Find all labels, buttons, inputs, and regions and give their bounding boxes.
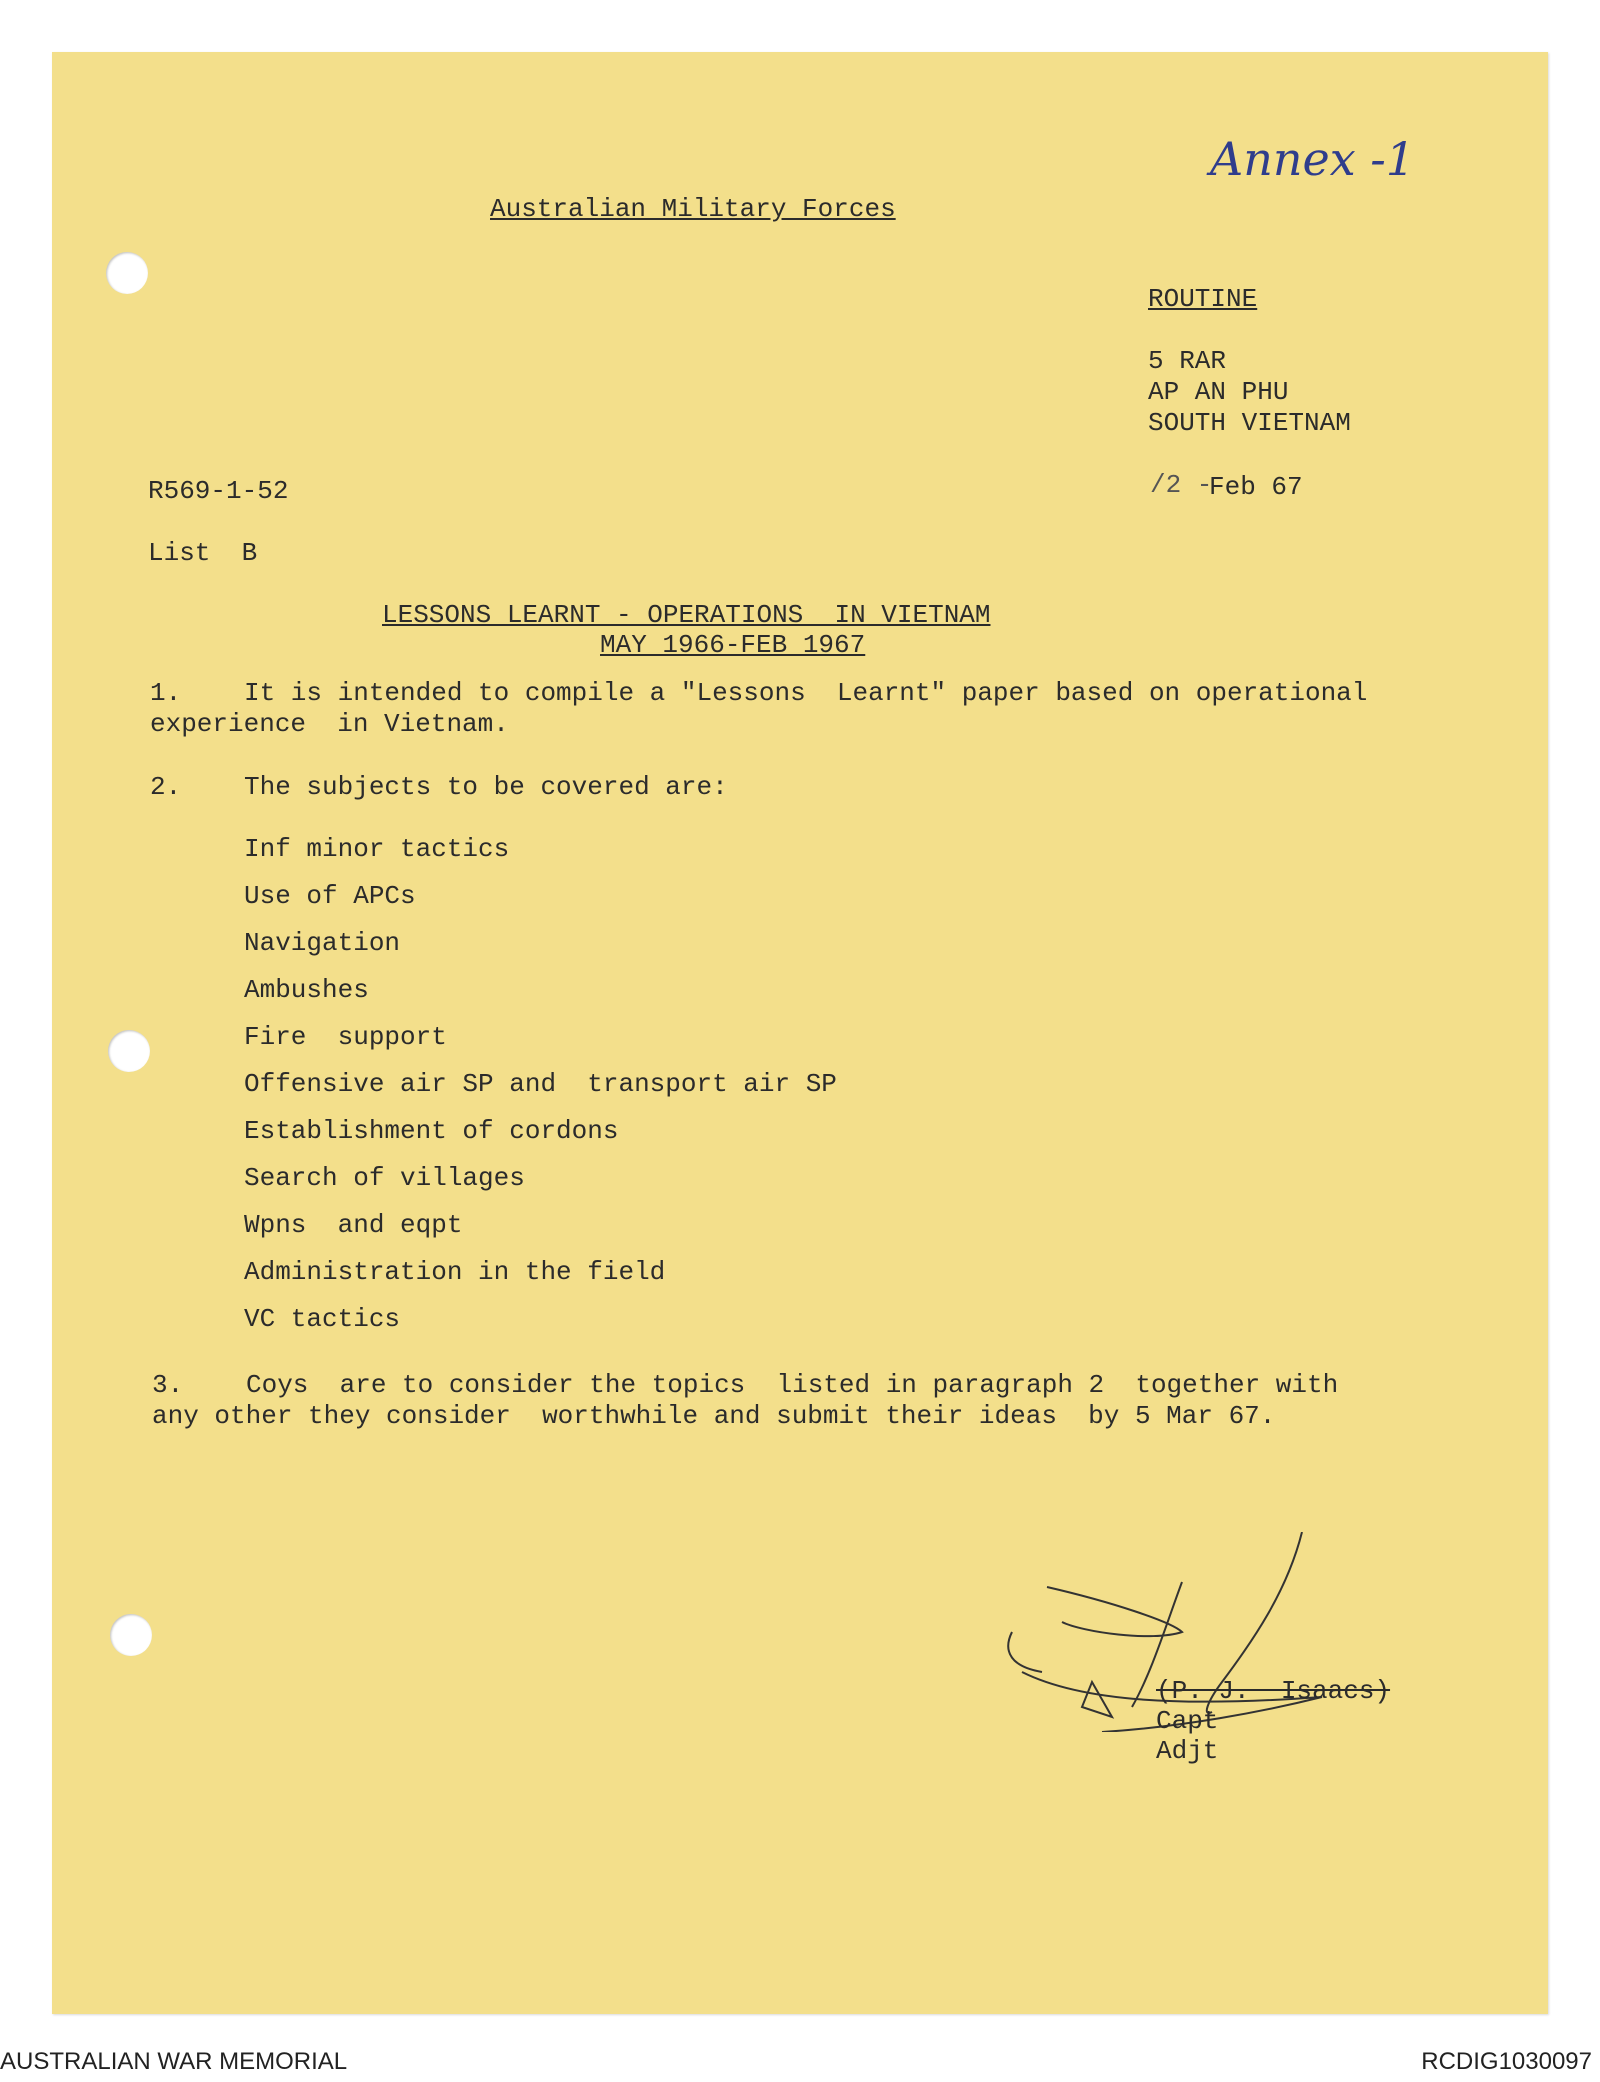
paragraph-number: 3. bbox=[152, 1370, 184, 1400]
footer-left: AUSTRALIAN WAR MEMORIAL bbox=[0, 2048, 348, 2075]
subject-item: Offensive air SP and transport air SP bbox=[244, 1069, 837, 1099]
paragraph-text: any other they consider worthwhile and submit their ideas by 5 Mar 67. bbox=[152, 1401, 1276, 1431]
subject-item: Fire support bbox=[244, 1022, 447, 1052]
paragraph-number: 2. bbox=[150, 772, 182, 802]
signatory-role: Adjt bbox=[1156, 1736, 1219, 1766]
signatory-rank: Capt bbox=[1156, 1706, 1219, 1736]
paragraph-number: 1. bbox=[150, 678, 182, 708]
subject-item: Use of APCs bbox=[244, 881, 416, 911]
subject-item: Inf minor tactics bbox=[244, 834, 510, 864]
punch-hole bbox=[110, 1614, 152, 1656]
document-header: Australian Military Forces bbox=[490, 194, 896, 224]
reference-number: R569-1-52 bbox=[148, 476, 289, 506]
paragraph-text: It is intended to compile a "Lessons Learnt" paper based on operational bbox=[244, 678, 1368, 708]
subject-item: Wpns and eqpt bbox=[244, 1210, 463, 1240]
punch-hole bbox=[106, 252, 148, 294]
document-title: LESSONS LEARNT - OPERATIONS IN VIETNAM bbox=[382, 600, 991, 630]
subject-item: Search of villages bbox=[244, 1163, 525, 1193]
footer-right: RCDIG1030097 bbox=[1421, 2048, 1592, 2075]
distribution-list: List B bbox=[148, 538, 258, 568]
subject-item: Navigation bbox=[244, 928, 401, 958]
unit-address-line: 5 RAR bbox=[1148, 346, 1227, 376]
punch-hole bbox=[108, 1030, 150, 1072]
paragraph-text: The subjects to be covered are: bbox=[244, 772, 728, 802]
document-title-dates: MAY 1966-FEB 1967 bbox=[600, 630, 866, 660]
signatory-name: (P. J. Isaacs) bbox=[1156, 1676, 1391, 1706]
handwritten-annotation: Annex -1 bbox=[1210, 132, 1416, 186]
subject-item: Administration in the field bbox=[244, 1257, 666, 1287]
classification: ROUTINE bbox=[1148, 284, 1258, 314]
subject-item: VC tactics bbox=[244, 1304, 401, 1334]
paragraph-text: Coys are to consider the topics listed in paragraph 2 together with bbox=[246, 1370, 1339, 1400]
unit-address-line: AP AN PHU bbox=[1148, 377, 1289, 407]
document-date: Feb 67 bbox=[1209, 472, 1303, 502]
subject-item: Ambushes bbox=[244, 975, 369, 1005]
date-mark: /2 - bbox=[1150, 470, 1213, 500]
paragraph-text: experience in Vietnam. bbox=[150, 709, 509, 739]
unit-address-line: SOUTH VIETNAM bbox=[1148, 408, 1351, 438]
document-page bbox=[52, 52, 1548, 2014]
subject-item: Establishment of cordons bbox=[244, 1116, 619, 1146]
